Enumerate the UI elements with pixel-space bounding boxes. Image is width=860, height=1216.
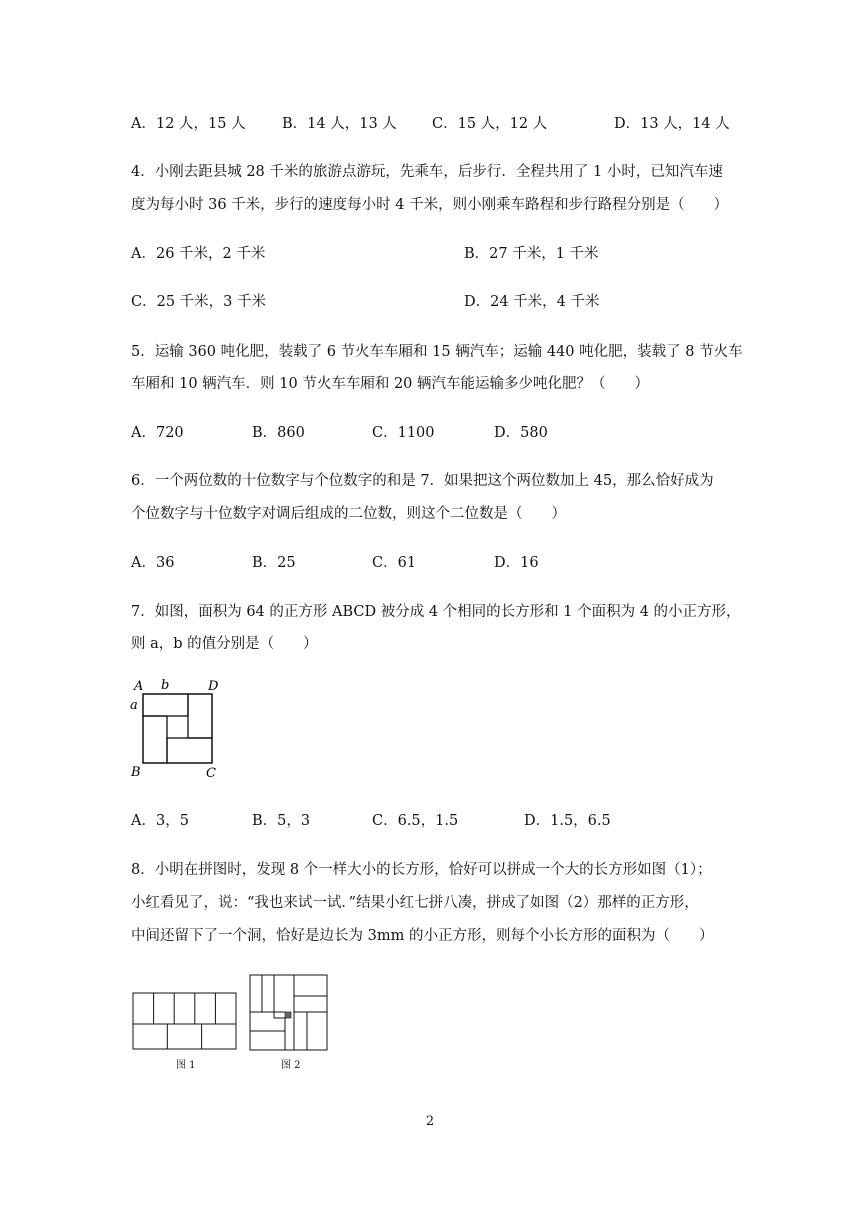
- q7-option-c: C．6.5，1.5: [372, 813, 459, 829]
- q6-option-c: C．61: [372, 555, 417, 571]
- hole-square: [285, 1012, 291, 1018]
- q5-stem-line2: 车厢和 10 辆汽车．则 10 节火车车厢和 20 辆汽车能运输多少吨化肥？（ ）: [131, 376, 650, 392]
- q8-figure-1: [132, 990, 238, 1052]
- q6-stem-line2: 个位数字与十位数字对调后组成的二位数，则这个二位数是（ ）: [131, 506, 566, 522]
- q8-stem-line1: 8．小明在拼图时，发现 8 个一样大小的长方形，恰好可以拼成一个大的长方形如图（1）；: [131, 862, 712, 878]
- q4-option-a: A．26 千米，2 千米: [131, 246, 266, 262]
- q6-stem-line1: 6．一个两位数的十位数字与个位数字的和是 7．如果把这个两位数加上 45，那么恰好成为: [131, 473, 714, 489]
- q4-stem-line1: 4．小刚去距县城 28 千米的旅游点游玩，先乘车，后步行．全程共用了 1 小时，已知汽车速: [131, 164, 723, 180]
- q6-option-a: A．36: [131, 555, 175, 571]
- q7-option-d: D．1.5，6.5: [524, 813, 611, 829]
- q3-option-c: C．15 人，12 人: [432, 116, 548, 132]
- q7-stem-line2: 则 a，b 的值分别是（ ）: [131, 636, 318, 652]
- figure-label-A: A: [134, 679, 144, 694]
- q7-option-a: A．3，5: [131, 813, 189, 829]
- q6-option-b: B．25: [252, 555, 296, 571]
- q8-stem-line2: 小红看见了，说：“我也来试一试．”结果小红七拼八凑，拼成了如图（2）那样的正方形，: [131, 895, 699, 911]
- figure-2-caption: 图 2: [281, 1060, 301, 1071]
- q3-option-d: D．13 人，14 人: [614, 116, 730, 132]
- figure-label-D: D: [208, 679, 219, 694]
- q4-stem-line2: 度为每小时 36 千米，步行的速度每小时 4 千米，则小刚乘车路程和步行路程分别是（ ）: [131, 197, 729, 213]
- figure-label-b: b: [161, 678, 170, 693]
- q6-option-d: D．16: [494, 555, 539, 571]
- q4-option-c: C．25 千米，3 千米: [131, 294, 266, 310]
- figure-label-C: C: [206, 766, 216, 781]
- q3-option-a: A．12 人，15 人: [131, 116, 246, 132]
- figure-1-caption: 图 1: [176, 1060, 196, 1071]
- q7-option-b: B．5，3: [252, 813, 311, 829]
- q3-option-b: B．14 人，13 人: [282, 116, 397, 132]
- q5-option-c: C．1100: [372, 425, 435, 441]
- q7-square-figure: [124, 672, 234, 782]
- q5-option-b: B．860: [252, 425, 305, 441]
- q5-option-d: D．580: [494, 425, 548, 441]
- q5-option-a: A．720: [131, 425, 184, 441]
- figure-label-a: a: [130, 698, 138, 713]
- q4-option-d: D．24 千米，4 千米: [464, 294, 600, 310]
- q8-stem-line3: 中间还留下了一个洞，恰好是边长为 3mm 的小正方形，则每个小长方形的面积为（ ）: [131, 928, 714, 944]
- figure-label-B: B: [131, 765, 141, 780]
- q4-option-b: B．27 千米，1 千米: [464, 246, 599, 262]
- q7-stem-line1: 7．如图，面积为 64 的正方形 ABCD 被分成 4 个相同的长方形和 1 个面积为 4 的小正方形，: [131, 604, 741, 620]
- q5-stem-line1: 5．运输 360 吨化肥，装载了 6 节火车车厢和 15 辆汽车；运输 440 吨化肥，装载了 8 节火车: [131, 344, 743, 360]
- q8-figure-2: [248, 972, 330, 1052]
- page-number: 2: [425, 1114, 435, 1129]
